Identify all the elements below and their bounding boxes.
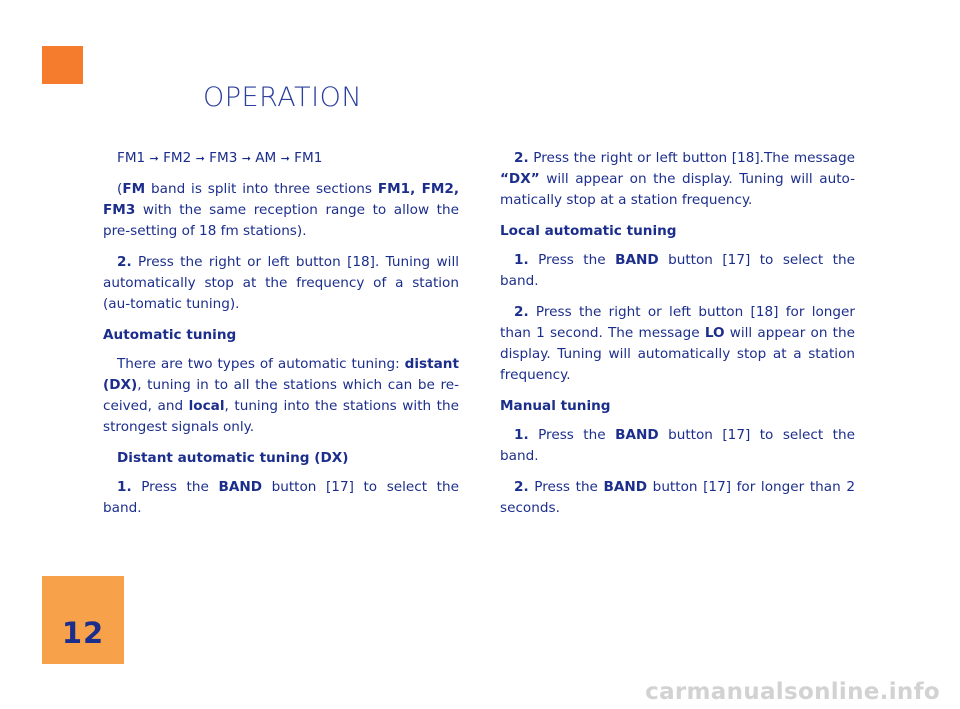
local-tuning-heading: Local automatic tuning [500,223,677,239]
dx-step-1: 1. Press the BAND button [17] to select the band. [103,479,459,516]
band-note: (FM band is split into three sections FM1, FM2, FM3 with the same reception range to allow the pre-setting of 18 fm stations). [103,181,460,239]
right-column [500,148,855,529]
corner-accent-square [42,46,83,84]
automatic-tuning-heading: Automatic tuning [103,327,237,343]
dx-step-2: 2. Press the right or left button [18].The message “DX” will appear on the display. Tuning will auto-matically stop at a station frequency. [500,150,855,208]
band-sequence: FM1 ➞ FM2 ➞ FM3 ➞ AM ➞ FM1 [117,150,323,166]
page-title: OPERATION [203,82,363,113]
watermark: carmanualsonline.info [645,679,940,705]
left-column [103,148,459,529]
arrow-right-icon: ➞ [241,152,251,165]
manual-step-2: 2. Press the BAND button [17] for longer than 2 seconds. [500,479,855,516]
local-step-2: 2. Press the right or left button [18] for longer than 1 second. The message LO will appear on the display. Tuning will automatically stop at a station frequency. [500,304,855,383]
manual-tuning-heading: Manual tuning [500,398,611,414]
arrow-right-icon: ➞ [195,152,205,165]
step-2: 2. Press the right or left button [18]. Tuning will automatically stop at the frequency of a station (au-tomatic tuning). [103,254,459,312]
arrow-right-icon: ➞ [280,152,290,165]
page-number: 12 [61,616,105,650]
manual-step-1: 1. Press the BAND button [17] to select the band. [500,427,855,464]
distant-tuning-heading: Distant automatic tuning (DX) [117,450,349,466]
automatic-tuning-intro: There are two types of automatic tuning: distant (DX), tuning in to all the stations which can be re-ceived, and local, tuning into the stations with the strongest signals only. [103,356,459,435]
local-step-1: 1. Press the BAND button [17] to select the band. [500,252,855,289]
arrow-right-icon: ➞ [149,152,159,165]
